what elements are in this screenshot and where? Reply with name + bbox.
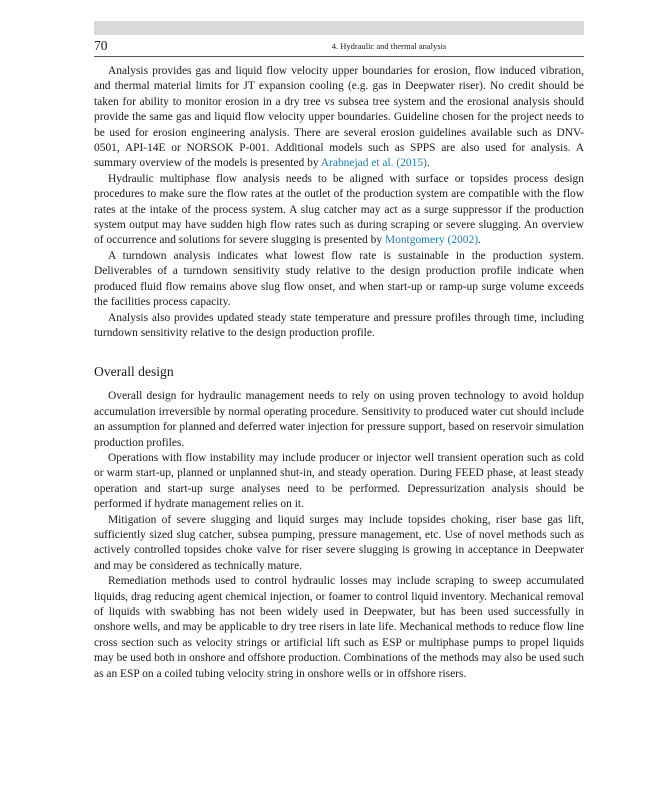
running-head: 4. Hydraulic and thermal analysis (331, 41, 447, 51)
top-gray-band (94, 21, 584, 35)
citation-link-arabnejad[interactable]: Arabnejad et al. (2015) (320, 157, 427, 170)
header-rule (94, 56, 584, 57)
paragraph-flow-instability: Operations with flow instability may include producer or injector well transient operation such as cold or warm start-up, planned or unplanned shut-in, and steady operation. During FEED phase, at least steady operation and start-up surge analyses need to be performed. Depressurization analysis should be performed if hydrate management relies on it. (94, 451, 584, 511)
paragraph-text: Analysis provides gas and liquid flow velocity upper boundaries for erosion, flow induced vibration, and thermal material limits for JT expansion cooling (e.g. gas in Deepwater riser). No credit should be taken for ability to monitor erosion in a dry tree vs subsea tree system and the erosional analysis should provide the same gas and liquid flow velocity upper boundaries. Guideline chosen for the project needs to be used for erosion engineering analysis. There are several erosion guidelines available such as DNV-0501, API-14E or NORSOK P-001. Additional models such as SPPS are also used for analysis. A summary overview of the models is presented by (94, 65, 584, 170)
page-body (94, 64, 584, 682)
page-header (94, 37, 584, 55)
section-heading-overall-design: Overall design (94, 364, 174, 380)
paragraph-tail: . (426, 157, 430, 170)
paragraph-text: Hydraulic multiphase flow analysis needs to be aligned with surface or topsides process design procedures to make sure the flow rates at the outlet of the production system are compatible with the flow rates at the intake of the process system. A slug catcher may act as a surge suppressor if the production system output may have sudden high flow rates such as during scraping or severe slugging. An overview of occurrence and solutions for severe slugging is presented by (94, 172, 584, 247)
paragraph-overall-design: Overall design for hydraulic management needs to rely on using proven technology to avoid holdup accumulation irreversible by normal operating procedure. Sensitivity to produced water cut should include an assumption for planned and deferred water injection for pressure support, based on reservoir simulation production profiles. (94, 390, 584, 449)
paragraph-hydraulic-multiphase (94, 172, 584, 249)
paragraph-tail: . (478, 234, 481, 247)
paragraph-steady-state: Analysis also provides updated steady state temperature and pressure profiles through time, including turndown sensitivity relative to the design production profile. (94, 311, 584, 339)
page-number: 70 (94, 38, 108, 53)
citation-link-montgomery[interactable]: Montgomery (2002) (384, 234, 479, 247)
paragraph-turndown-analysis: A turndown analysis indicates what lowest flow rate is sustainable in the production system. Deliverables of a turndown sensitivity study relative to the design production profile indicate when produced fluid flow remains above slug flow onset, and when start-up or ramp-up surge volume exceeds the facilities process capacity. (94, 249, 584, 309)
paragraph-mitigation: Mitigation of severe slugging and liquid surges may include topsides choking, riser base gas lift, sufficiently sized slug catcher, subsea pumping, pressure management, etc. Use of novel methods such as actively controlled topsides choke valve for riser severe slugging is growing in acceptance in Deepwater and may be considered as technically mature. (94, 513, 584, 572)
paragraph-erosion-analysis (94, 64, 584, 172)
paragraph-remediation: Remediation methods used to control hydraulic losses may include scraping to sweep accumulated liquids, drag reducing agent chemical injection, or foamer to control liquid inventory. Mechanical removal of liquids with swabbing has not been widely used in Deepwater, but has been used successfully in onshore wells, and may be applicable to dry tree risers in late life. Mechanical methods to reduce flow line cross section such as velocity strings or artificial lift such as ESP or multiphase pumps to propel liquids may be used both in onshore and offshore production. Combinations of the methods may also be used such as an ESP on a coiled tubing velocity string in onshore wells or in offshore risers. (94, 575, 584, 680)
